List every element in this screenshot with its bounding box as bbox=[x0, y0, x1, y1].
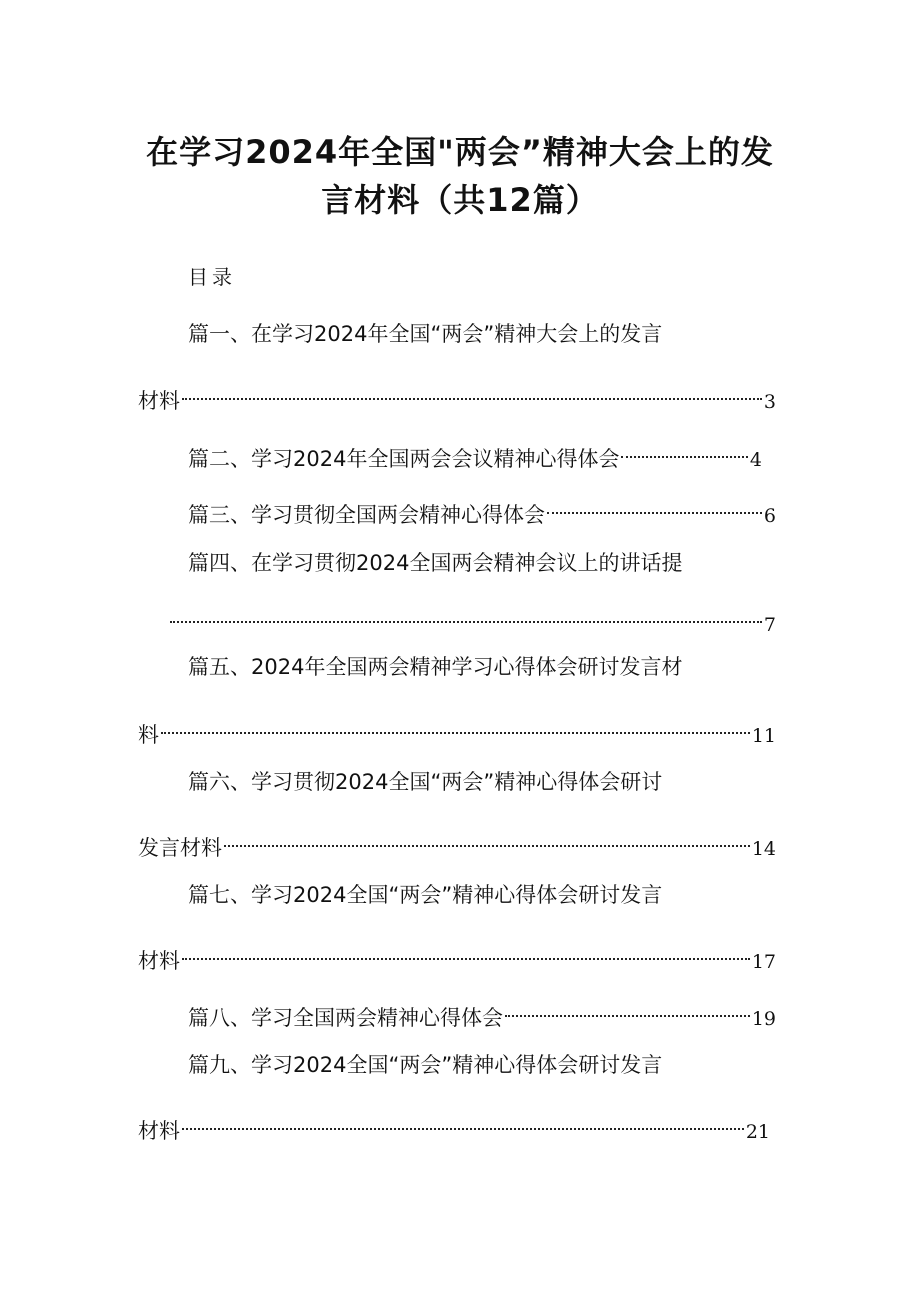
document-title-line-2: 言材料（共12篇） bbox=[321, 181, 599, 219]
toc-entry-2-page: 4 bbox=[749, 449, 762, 471]
toc-entry-6-title-cont: 发言材料 bbox=[138, 836, 222, 860]
toc-entry-8[interactable] bbox=[188, 993, 776, 1035]
toc-entry-6-title[interactable]: 篇六、学习贯彻2024全国“两会”精神心得体会研讨 bbox=[188, 770, 663, 794]
toc-entry-5-page: 11 bbox=[751, 725, 776, 747]
dot-leader bbox=[182, 936, 750, 968]
toc-entry-5-leader-row[interactable] bbox=[138, 710, 776, 752]
toc-entry-4-leader-row[interactable] bbox=[168, 599, 776, 641]
toc-entry-7-leader-row[interactable] bbox=[138, 936, 776, 978]
toc-heading: 目录 bbox=[188, 265, 236, 289]
dot-leader bbox=[547, 490, 762, 522]
document-title bbox=[60, 128, 860, 224]
toc-entry-2[interactable] bbox=[188, 434, 762, 476]
document-title-line-1: 在学习2024年全国"两会”精神大会上的发 bbox=[146, 133, 774, 171]
dot-leader bbox=[182, 376, 762, 408]
toc-entry-4-page: 7 bbox=[763, 614, 776, 636]
toc-entry-7-page: 17 bbox=[751, 951, 776, 973]
toc-entry-3[interactable] bbox=[188, 490, 776, 532]
toc-entry-9-leader-row[interactable] bbox=[138, 1106, 770, 1148]
toc-entry-4-title[interactable]: 篇四、在学习贯彻2024全国两会精神会议上的讲话提 bbox=[188, 551, 683, 575]
dot-leader bbox=[621, 434, 747, 466]
toc-entry-1-title[interactable]: 篇一、在学习2024年全国“两会”精神大会上的发言 bbox=[188, 322, 663, 346]
toc-entry-6-page: 14 bbox=[751, 838, 776, 860]
toc-entry-7-title[interactable]: 篇七、学习2024全国“两会”精神心得体会研讨发言 bbox=[188, 883, 663, 907]
toc-entry-9-title[interactable]: 篇九、学习2024全国“两会”精神心得体会研讨发言 bbox=[188, 1053, 663, 1077]
toc-entry-1-leader-row[interactable] bbox=[138, 376, 776, 418]
toc-entry-9-page: 21 bbox=[745, 1121, 770, 1143]
toc-entry-8-page: 19 bbox=[751, 1008, 776, 1030]
dot-leader bbox=[161, 710, 750, 742]
toc-entry-3-page: 6 bbox=[763, 505, 776, 527]
toc-entry-8-title: 篇八、学习全国两会精神心得体会 bbox=[188, 1006, 503, 1030]
toc-entry-5-title-cont: 料 bbox=[138, 723, 159, 747]
toc-entry-6-leader-row[interactable] bbox=[138, 823, 776, 865]
dot-leader bbox=[224, 823, 750, 855]
toc-entry-2-title: 篇二、学习2024年全国两会会议精神心得体会 bbox=[188, 447, 620, 471]
toc-entry-9-title-cont: 材料 bbox=[138, 1119, 180, 1143]
toc-entry-1-page: 3 bbox=[763, 391, 776, 413]
toc-entry-7-title-cont: 材料 bbox=[138, 949, 180, 973]
dot-leader bbox=[182, 1106, 744, 1138]
dot-leader bbox=[170, 599, 762, 631]
toc-entry-3-title: 篇三、学习贯彻全国两会精神心得体会 bbox=[188, 503, 545, 527]
dot-leader bbox=[505, 993, 750, 1025]
toc-entry-1-title-cont: 材料 bbox=[138, 389, 180, 413]
toc-entry-5-title[interactable]: 篇五、2024年全国两会精神学习心得体会研讨发言材 bbox=[188, 655, 683, 679]
